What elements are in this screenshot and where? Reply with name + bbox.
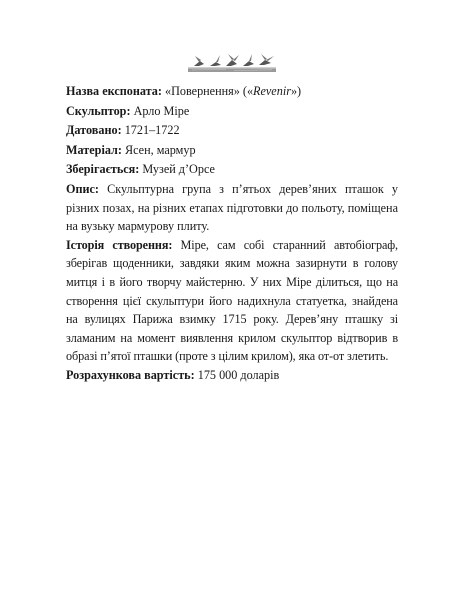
description-value: Скульптурна група з п’ятьох дерев’яних пташок у різних позах, на різних етапах підготовки до польоту, поміщена на вузьку мармурову плиту. xyxy=(66,181,398,234)
exhibit-name-original: Revenir xyxy=(253,84,291,98)
sculptor-label: Скульптор: xyxy=(66,103,131,118)
description-paragraph xyxy=(66,180,398,236)
exhibit-card xyxy=(66,82,398,386)
history-label: Історія створення: xyxy=(66,237,173,252)
estimated-value-label: Розрахункова вартість: xyxy=(66,367,195,382)
dated-value: 1721–1722 xyxy=(121,123,180,138)
history-paragraph xyxy=(66,236,398,366)
birds-on-base-icon xyxy=(186,52,278,74)
location-value: Музей д’Орсе xyxy=(139,162,215,177)
estimated-value-line xyxy=(66,366,398,385)
dated-label: Датовано: xyxy=(66,123,122,138)
sculptor-line xyxy=(66,102,398,121)
exhibit-name-label: Назва експоната: xyxy=(66,84,162,98)
location-label: Зберігається: xyxy=(66,162,140,177)
exhibit-name-line xyxy=(66,82,398,101)
material-label: Матеріал: xyxy=(66,142,122,157)
dated-line xyxy=(66,121,398,140)
sculptor-value: Арло Міре xyxy=(130,103,190,118)
exhibit-name-value: «Повернення» (« xyxy=(161,84,254,98)
description-label: Опис: xyxy=(66,181,99,196)
location-line xyxy=(66,160,398,179)
history-value: Міре, сам собі старанний автобіограф, зберігав щоденники, завдяки яким можна зазирнути в голову митця і в його творчу майстерню. У них Міре ділиться, що на створення цієї скульптури його надихнула статуетка, знайдена на вулицях Парижа взимку 1715 року. Дерев’яну пташку зі зламаним на момент виявлення крилом скульптор відтворив в образі п’ятої пташки (проте з цілим крилом), яка от-от злетить. xyxy=(66,237,399,364)
exhibit-name-suffix: ») xyxy=(290,84,302,98)
estimated-value-amount: 175 000 доларів xyxy=(194,367,280,382)
material-line xyxy=(66,141,398,160)
material-value: Ясен, мармур xyxy=(121,142,196,157)
